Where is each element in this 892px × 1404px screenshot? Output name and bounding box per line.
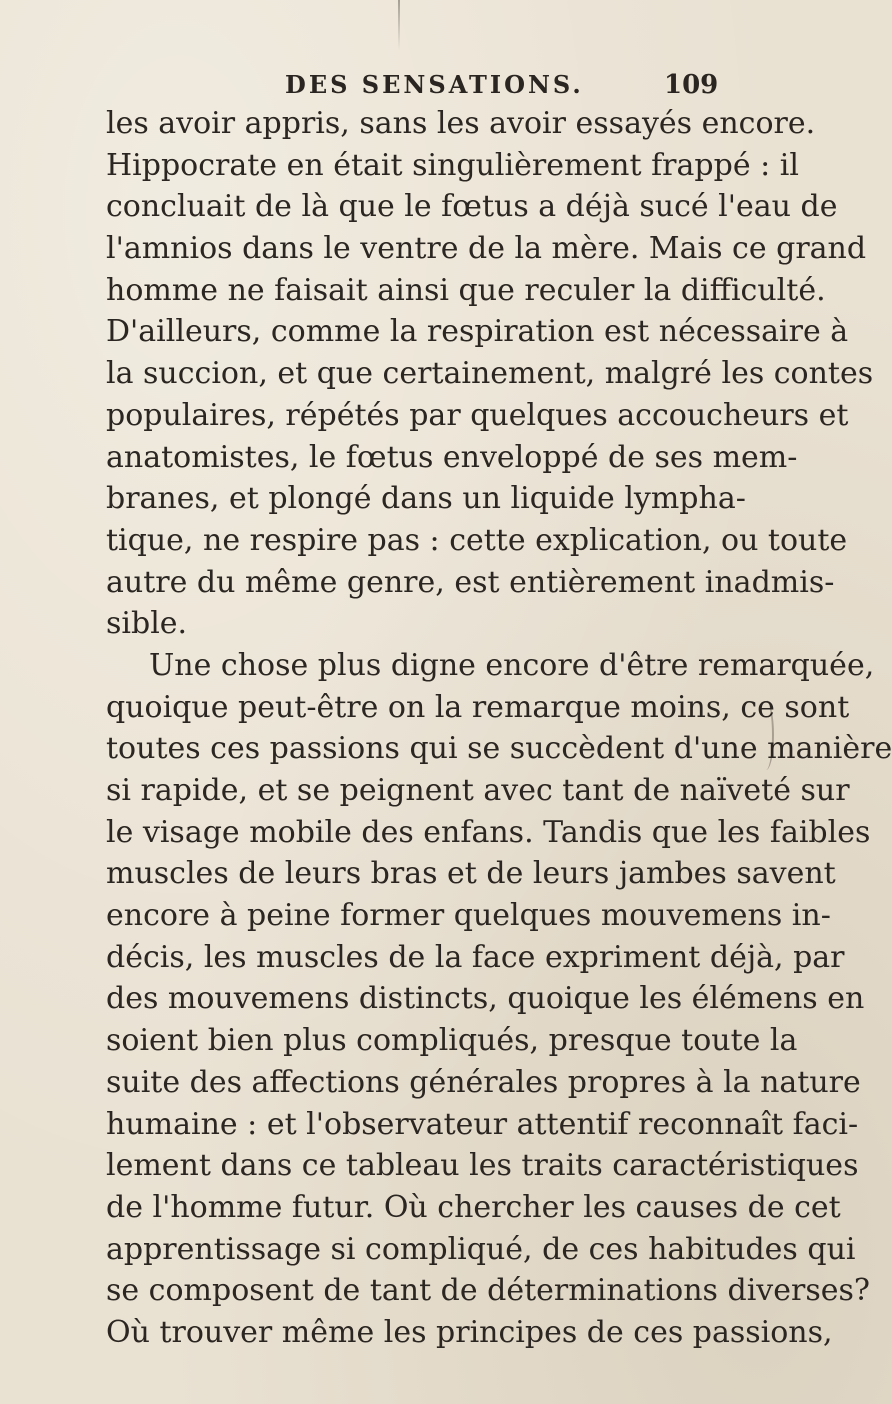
text-line: des mouvemens distincts, quoique les élémens en <box>106 981 865 1017</box>
text-line: tique, ne respire pas : cette explication, ou toute <box>106 522 848 558</box>
text-line: homme ne faisait ainsi que reculer la difficulté. <box>106 272 826 308</box>
text-line: quoique peut-être on la remarque moins, ce sont <box>106 689 850 725</box>
text-line: anatomistes, le fœtus enveloppé de ses mem- <box>106 439 798 475</box>
text-line: lement dans ce tableau les traits caractéristiques <box>106 1148 859 1184</box>
text-line: autre du même genre, est entièrement inadmis- <box>106 564 835 600</box>
text-line: se composent de tant de déterminations diverses? <box>106 1273 870 1309</box>
text-line: les avoir appris, sans les avoir essayés encore. <box>106 106 816 141</box>
text-line: Où trouver même les principes de ces passions, <box>106 1314 833 1350</box>
text-line: soient bien plus compliqués, presque toute la <box>106 1023 798 1059</box>
text-line: Hippocrate en était singulièrement frappé : il <box>106 147 799 183</box>
text-line: l'amnios dans le ventre de la mère. Mais ce grand <box>106 231 867 267</box>
text-line: encore à peine former quelques mouvemens in- <box>106 898 831 934</box>
paper-mark <box>398 0 400 50</box>
paragraph-end-line: sible. <box>106 606 188 642</box>
page-number: 109 <box>664 70 719 100</box>
text-line: populaires, répétés par quelques accoucheurs et <box>106 397 849 433</box>
text-line: toutes ces passions qui se succèdent d'une manière <box>106 731 892 767</box>
text-line: humaine : et l'observateur attentif reconnaît faci- <box>106 1106 859 1142</box>
text-line: décis, les muscles de la face expriment déjà, par <box>106 939 845 975</box>
running-header: DES SENSATIONS. <box>285 70 584 99</box>
text-line: suite des affections générales propres à la nature <box>106 1064 861 1100</box>
text-line: de l'homme futur. Où chercher les causes de cet <box>106 1189 841 1225</box>
text-line: D'ailleurs, comme la respiration est nécessaire à <box>106 314 849 350</box>
text-line: le visage mobile des enfans. Tandis que les faibles <box>106 814 871 850</box>
text-line: si rapide, et se peignent avec tant de naïveté sur <box>106 773 850 808</box>
text-line: muscles de leurs bras et de leurs jambes savent <box>106 856 836 892</box>
text-line: apprentissage si compliqué, de ces habitudes qui <box>106 1231 856 1267</box>
text-line: concluait de là que le fœtus a déjà sucé l'eau de <box>106 189 838 225</box>
paragraph-start-line: Une chose plus digne encore d'être remarquée, <box>149 647 875 683</box>
text-line: la succion, et que certainement, malgré les contes <box>106 356 874 392</box>
body-text <box>106 103 892 1354</box>
text-line: branes, et plongé dans un liquide lympha- <box>106 481 746 517</box>
